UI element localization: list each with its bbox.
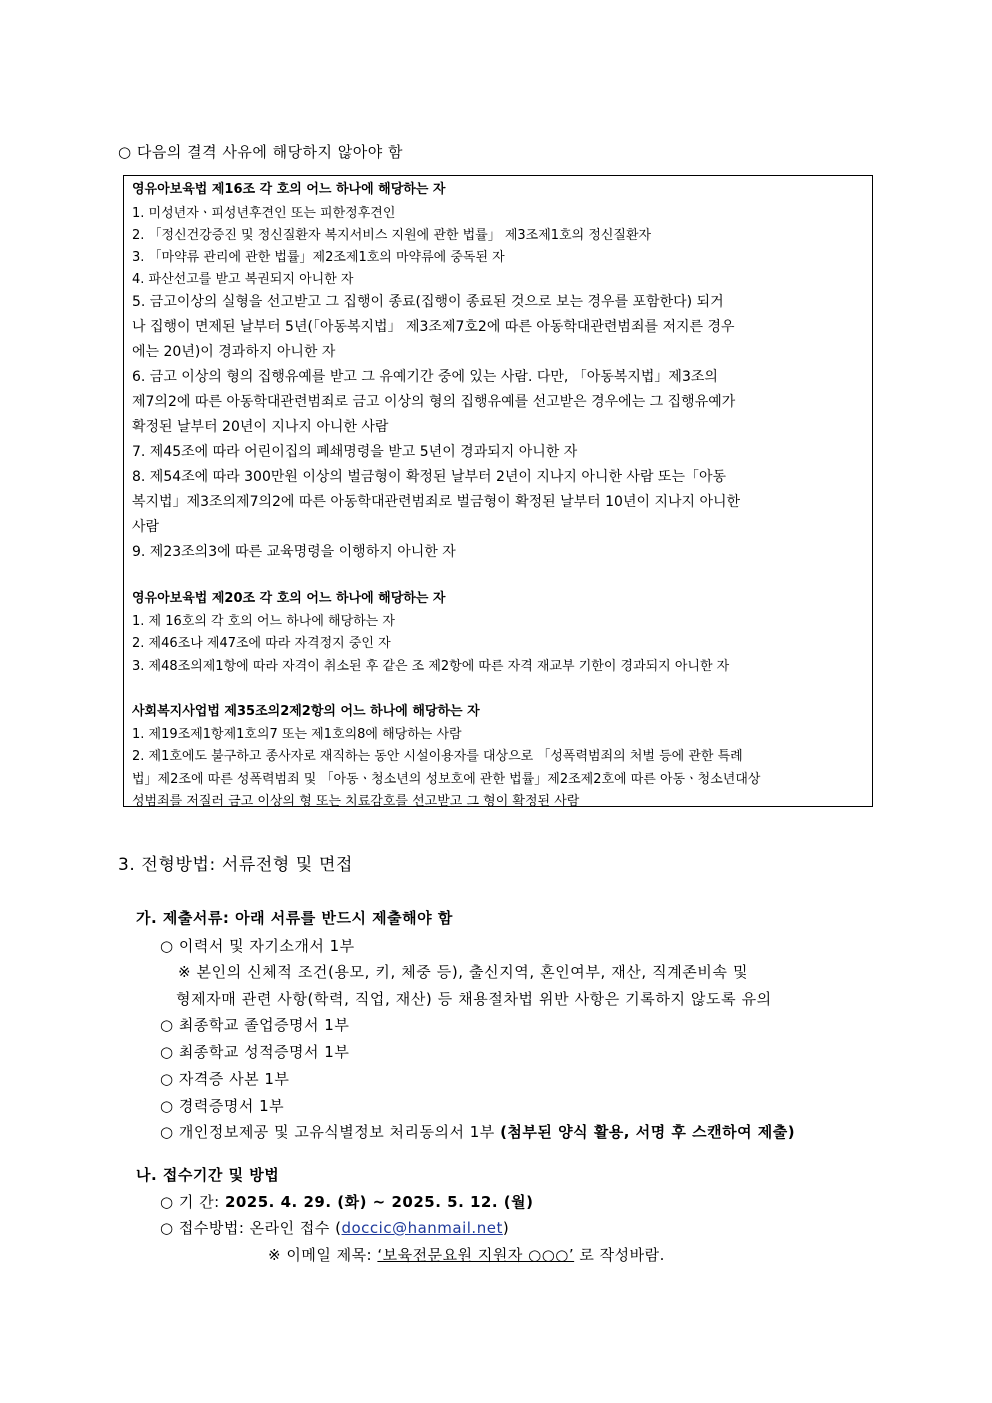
doc-item: ○ 자격증 사본 1부 [160,1070,290,1088]
s16-line: 복지법」제3조의제7의2에 따른 아동학대관련범죄로 벌금형이 확정된 날부터 10년이 지나지 아니한 [132,494,741,510]
consent-text: ○ 개인정보제공 및 고유식별정보 처리동의서 1부 [160,1123,501,1141]
doc-note: ※ 본인의 신체적 조건(용모, 키, 체중 등), 출신지역, 혼인여부, 재산, 직계존비속 및 [178,963,749,981]
doc-item: ○ 이력서 및 자기소개서 1부 [160,937,355,955]
subject-value: ‘보육전문요원 지원자 ○○○’ [377,1246,575,1264]
consent-instruction: (첨부된 양식 활용, 서명 후 스캔하여 제출) [500,1123,796,1141]
s20-title: 영유아보육법 제20조 각 호의 어느 하나에 해당하는 자 [132,591,446,606]
s16-line: 1. 미성년자ㆍ피성년후견인 또는 피한정후견인 [132,206,396,221]
s35-line: 법」제2조에 따른 성폭력범죄 및 「아동ㆍ청소년의 성보호에 관한 법률」제2조제2호에 따른 아동ㆍ청소년대상 [132,772,761,787]
subject-prefix: ※ 이메일 제목: [268,1246,378,1264]
email-subject-note [268,1244,665,1265]
method-close: ) [502,1219,510,1237]
s16-line: 나 집행이 면제된 날부터 5년(「아동복지법」 제3조제7호2에 따른 아동학대관련범죄를 저지른 경우 [132,319,735,335]
s16-line: 8. 제54조에 따라 300만원 이상의 벌금형이 확정된 날부터 2년이 지나지 아니한 사람 또는「아동 [132,469,727,485]
method-label: ○ 접수방법: 온라인 접수 ( [160,1219,342,1237]
s16-line: 사람 [132,519,160,535]
disqualification-intro: ○ 다음의 결격 사유에 해당하지 않아야 함 [118,143,404,161]
s35-line: 2. 제1호에도 불구하고 종사자로 재직하는 동안 시설이용자를 대상으로 「성폭력범죄의 처벌 등에 관한 특례 [132,749,743,764]
doc-item: ○ 경력증명서 1부 [160,1097,285,1115]
method-line [160,1217,509,1238]
s16-line: 9. 제23조의3에 따른 교육명령을 이행하지 아니한 자 [132,544,456,560]
doc-note: 형제자매 관련 사항(학력, 직업, 재산) 등 채용절차법 위반 사항은 기록하지 않도록 유의 [176,990,772,1008]
s16-title: 영유아보육법 제16조 각 호의 어느 하나에 해당하는 자 [132,182,446,197]
s16-line: 7. 제45조에 따라 어린이집의 폐쇄명령을 받고 5년이 경과되지 아니한 자 [132,444,578,460]
subsection-na-title: 나. 접수기간 및 방법 [136,1166,280,1184]
s16-line: 에는 20년)이 경과하지 아니한 자 [132,344,336,360]
s35-line: 1. 제19조제1항제1호의7 또는 제1호의8에 해당하는 사람 [132,727,462,742]
disqualification-box [123,175,873,807]
s16-line: 제7의2에 따른 아동학대관련범죄로 금고 이상의 형의 집행유예를 선고받은 경우에는 그 집행유예가 [132,394,736,410]
subsection-ga-title: 가. 제출서류: 아래 서류를 반드시 제출해야 함 [136,909,453,927]
s20-line: 2. 제46조나 제47조에 따라 자격정지 중인 자 [132,636,391,651]
subject-suffix: 로 작성바람. [574,1246,665,1264]
s16-line: 4. 파산선고를 받고 복권되지 아니한 자 [132,272,354,287]
s35-line: 성범죄를 저질러 금고 이상의 형 또는 치료감호를 선고받고 그 형이 확정된 사람 [132,794,580,809]
s16-line: 확정된 날부터 20년이 지나지 아니한 사람 [132,419,389,435]
s16-line: 5. 금고이상의 실형을 선고받고 그 집행이 종료(집행이 종료된 것으로 보는 경우를 포함한다) 되거 [132,294,724,310]
period-line [160,1191,534,1212]
s16-line: 6. 금고 이상의 형의 집행유예를 받고 그 유예기간 중에 있는 사람. 다만, 「아동복지법」제3조의 [132,369,718,385]
email-link[interactable]: doccic@hanmail.net [341,1219,503,1237]
period-label: ○ 기 간: [160,1193,225,1211]
s20-line: 3. 제48조의제1항에 따라 자격이 취소된 후 같은 조 제2항에 따른 자격 재교부 기한이 경과되지 아니한 자 [132,659,730,674]
s20-line: 1. 제 16호의 각 호의 어느 하나에 해당하는 자 [132,614,395,629]
section-3-heading: 3. 전형방법: 서류전형 및 면접 [118,855,354,875]
s35-title: 사회복지사업법 제35조의2제2항의 어느 하나에 해당하는 자 [132,704,480,719]
doc-item-consent [160,1121,795,1142]
doc-item: ○ 최종학교 졸업증명서 1부 [160,1016,350,1034]
period-value: 2025. 4. 29. (화) ~ 2025. 5. 12. (월) [224,1193,534,1211]
s16-line: 3. 「마약류 관리에 관한 법률」제2조제1호의 마약류에 중독된 자 [132,250,505,265]
doc-item: ○ 최종학교 성적증명서 1부 [160,1043,350,1061]
s16-line: 2. 「정신건강증진 및 정신질환자 복지서비스 지원에 관한 법률」 제3조제1호의 정신질환자 [132,228,652,243]
